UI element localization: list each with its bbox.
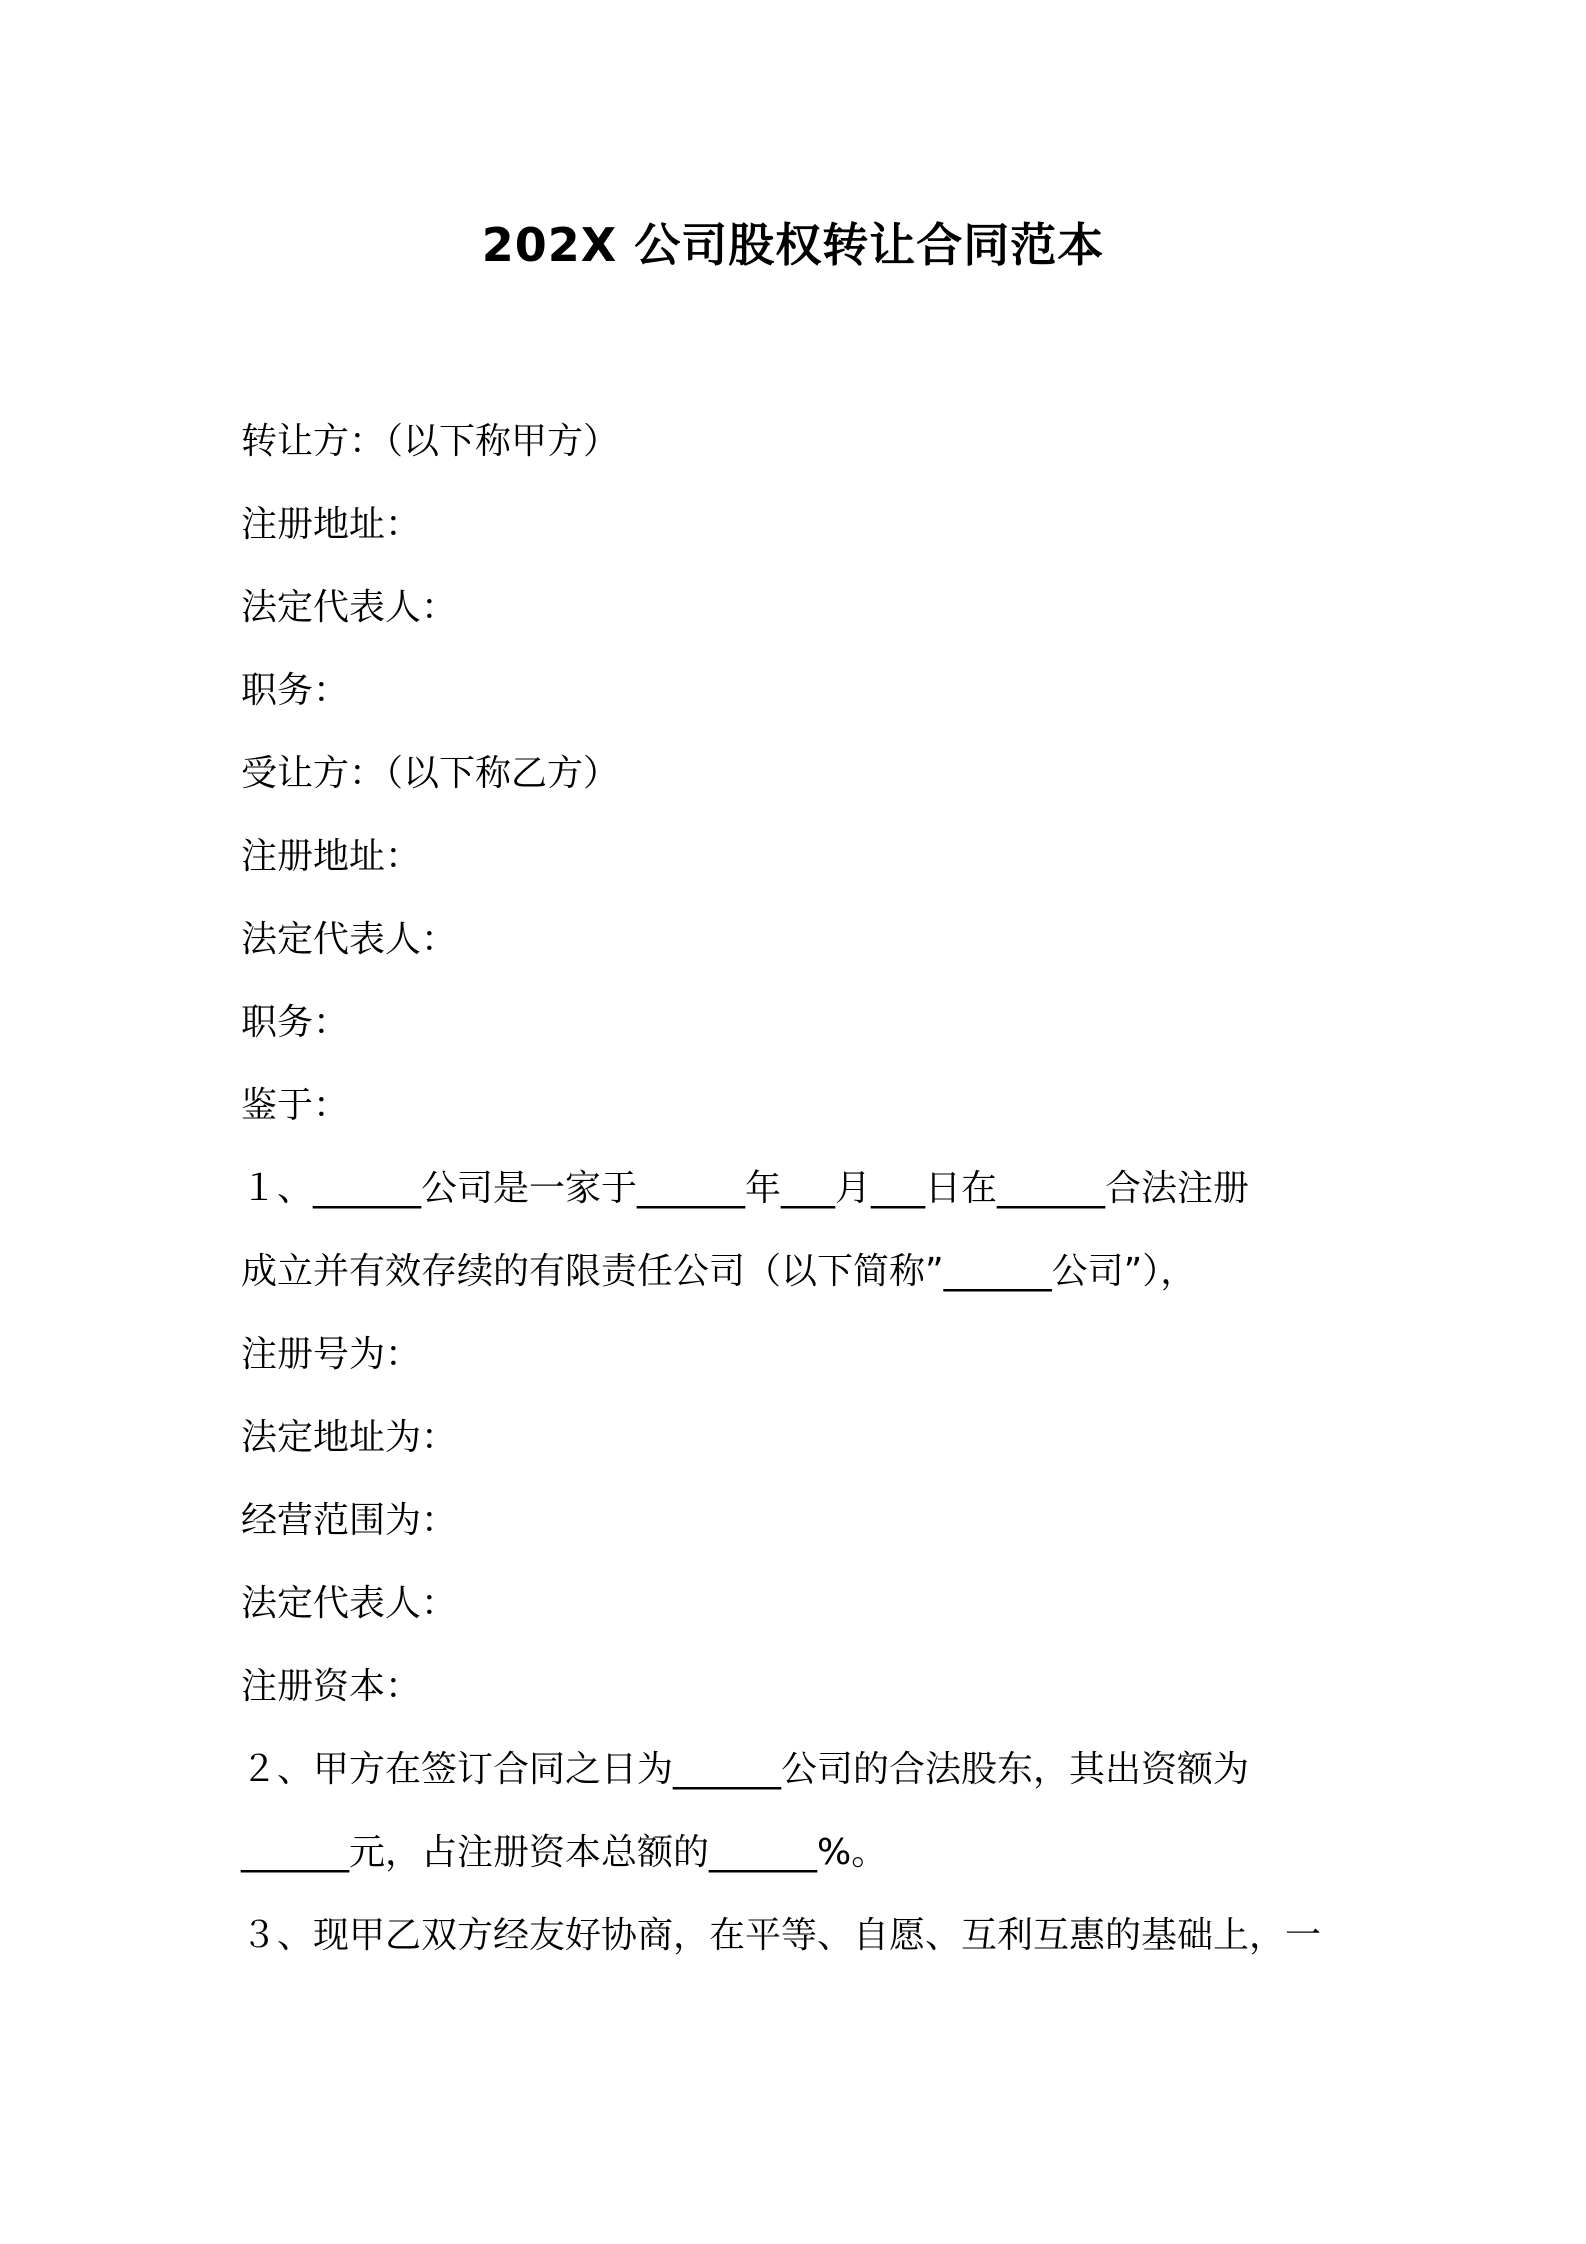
party-b-address-label: 注册地址： [241, 836, 422, 877]
registered-capital-label: 注册资本： [241, 1666, 422, 1707]
clause-2-line-2: ______元，占注册资本总额的______%。 [241, 1832, 888, 1873]
whereas-heading: 鉴于： [241, 1085, 350, 1126]
party-a-heading: 转让方：（以下称甲方） [241, 421, 620, 462]
registration-number-label: 注册号为： [241, 1334, 422, 1375]
clause-1-line-2: 成立并有效存续的有限责任公司（以下简称”______公司”）， [241, 1251, 1197, 1292]
party-b-position-label: 职务： [241, 1002, 350, 1043]
document-title: 202X 公司股权转让合同范本 [481, 218, 1105, 272]
party-b-legal-rep-label: 法定代表人： [241, 919, 458, 960]
party-a-address-label: 注册地址： [241, 504, 422, 545]
clause-1-line-1: １、______公司是一家于______年___月___日在______合法注册 [241, 1168, 1250, 1209]
legal-address-label: 法定地址为： [241, 1417, 458, 1458]
document-body [241, 400, 1351, 1977]
party-a-position-label: 职务： [241, 670, 350, 711]
party-b-heading: 受让方：（以下称乙方） [241, 753, 620, 794]
party-a-legal-rep-label: 法定代表人： [241, 587, 458, 628]
clause-2-line-1: ２、甲方在签订合同之日为______公司的合法股东，其出资额为 [241, 1749, 1250, 1790]
company-legal-rep-label: 法定代表人： [241, 1583, 458, 1624]
clause-3-line-1: ３、现甲乙双方经友好协商，在平等、自愿、互利互惠的基础上，一 [241, 1915, 1322, 1956]
business-scope-label: 经营范围为： [241, 1500, 458, 1541]
